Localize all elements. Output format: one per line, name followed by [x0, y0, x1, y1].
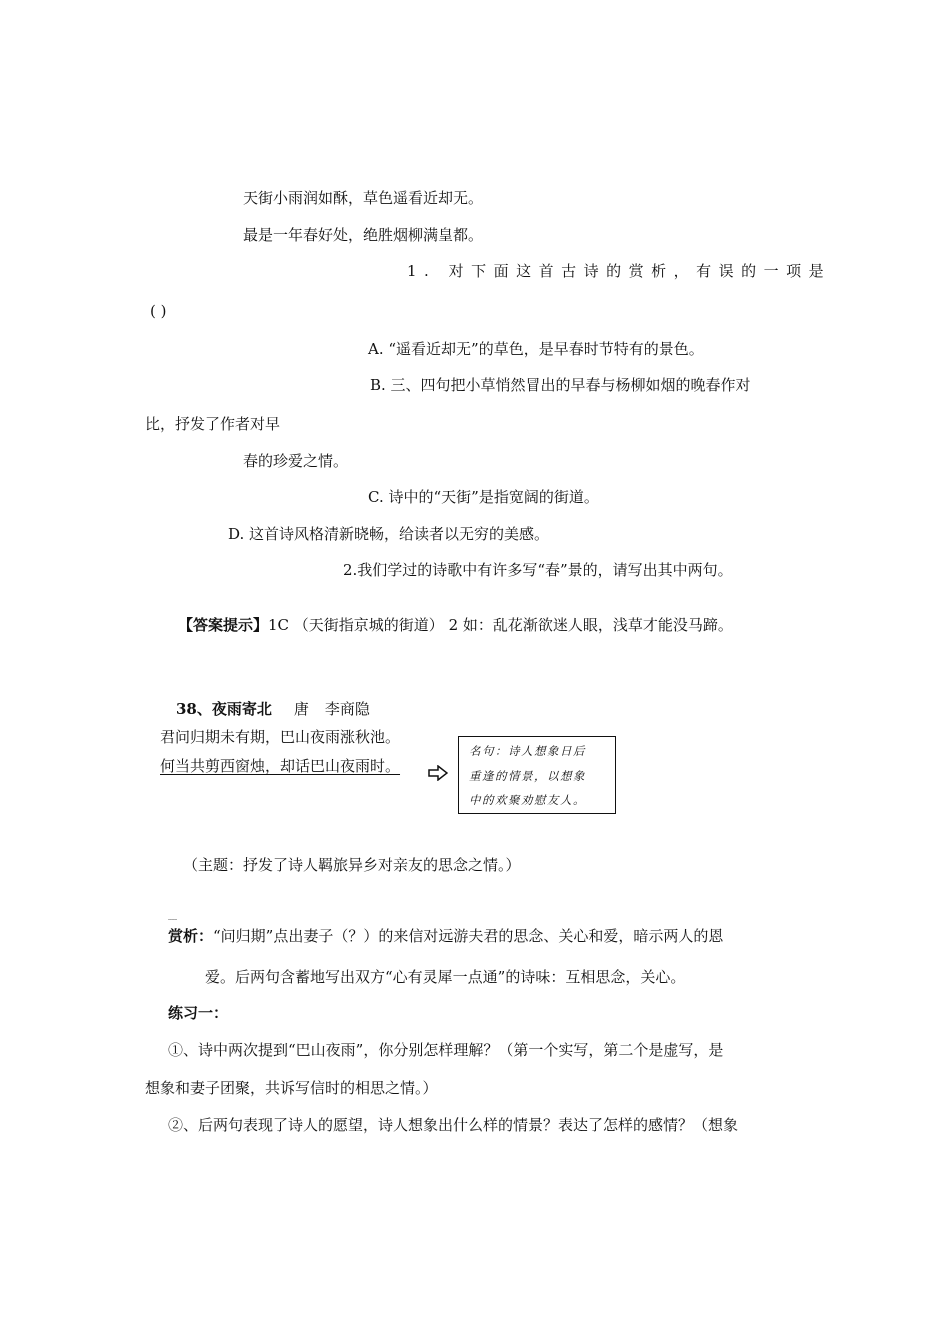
option-b-line-1: B. 三、四句把小草悄然冒出的早春与杨柳如烟的晚春作对 [370, 376, 751, 394]
note-line-3: 中的欢聚劝慰友人。 [469, 793, 586, 807]
poem-line-2: 最是一年春好处，绝胜烟柳满皇都。 [243, 226, 484, 244]
exercise-heading: 练习一： [168, 1004, 229, 1022]
tilde-mark: ﹏ [168, 912, 178, 922]
answer-hint-label: 【答案提示】 [178, 616, 269, 634]
poem-author: 李商隐 [324, 700, 370, 718]
poem-dynasty: 唐 [293, 700, 309, 718]
appreciation-line-1 [168, 926, 723, 946]
appreciation-label: 赏析： [168, 927, 214, 945]
right-hollow-arrow-icon [428, 765, 448, 781]
question-1-stem: 1. 对下面这首古诗的赏析，有误的一项是 [407, 262, 832, 280]
exercise-1-line-1: ①、诗中两次提到“巴山夜雨”，你分别怎样理解？（第一个实写，第二个是虚写，是 [168, 1041, 724, 1059]
note-line-2: 重逢的情景，以想象 [469, 769, 586, 783]
poem-theme: （主题：抒发了诗人羁旅异乡对亲友的思念之情。） [183, 856, 521, 874]
note-line-1: 名句：诗人想象日后 [469, 744, 586, 758]
answer-hint [178, 615, 733, 635]
option-a: A. “遥看近却无”的草色，是早春时节特有的景色。 [368, 340, 704, 358]
option-c: C. 诗中的“天街”是指宽阔的街道。 [368, 488, 599, 506]
poem-title: 38、夜雨寄北 [176, 700, 272, 718]
appreciation-line-2: 爱。后两句含蓄地写出双方“心有灵犀一点通”的诗味：互相思念，关心。 [205, 968, 686, 986]
answer-blank: ( ) [150, 302, 167, 320]
exercise-2-line-1: ②、后两句表现了诗人的愿望，诗人想象出什么样的情景？表达了怎样的感情？（想象 [168, 1116, 739, 1134]
option-d: D. 这首诗风格清新晓畅，给读者以无穷的美感。 [228, 525, 550, 543]
poem-heading [176, 699, 370, 719]
option-b-line-3: 春的珍爱之情。 [243, 452, 349, 470]
question-2-stem: 2.我们学过的诗歌中有许多写“春”景的，请写出其中两句。 [343, 561, 733, 579]
famous-line-note-box [458, 736, 616, 814]
answer-hint-text: 1C （天街指京城的街道） 2 如：乱花渐欲迷人眼，浅草才能没马蹄。 [268, 616, 733, 634]
exercise-1-line-2: 想象和妻子团聚，共诉写信时的相思之情。） [145, 1079, 438, 1097]
appreciation-text-1: “问归期”点出妻子（？）的来信对远游夫君的思念、关心和爱，暗示两人的恩 [213, 927, 724, 945]
poem38-line-1: 君问归期未有期，巴山夜雨涨秋池。 [160, 728, 401, 746]
poem-line-1: 天街小雨润如酥，草色遥看近却无。 [243, 189, 484, 207]
poem38-line-2: 何当共剪西窗烛，却话巴山夜雨时。 [160, 757, 401, 775]
option-b-line-2: 比，抒发了作者对早 [145, 415, 281, 433]
